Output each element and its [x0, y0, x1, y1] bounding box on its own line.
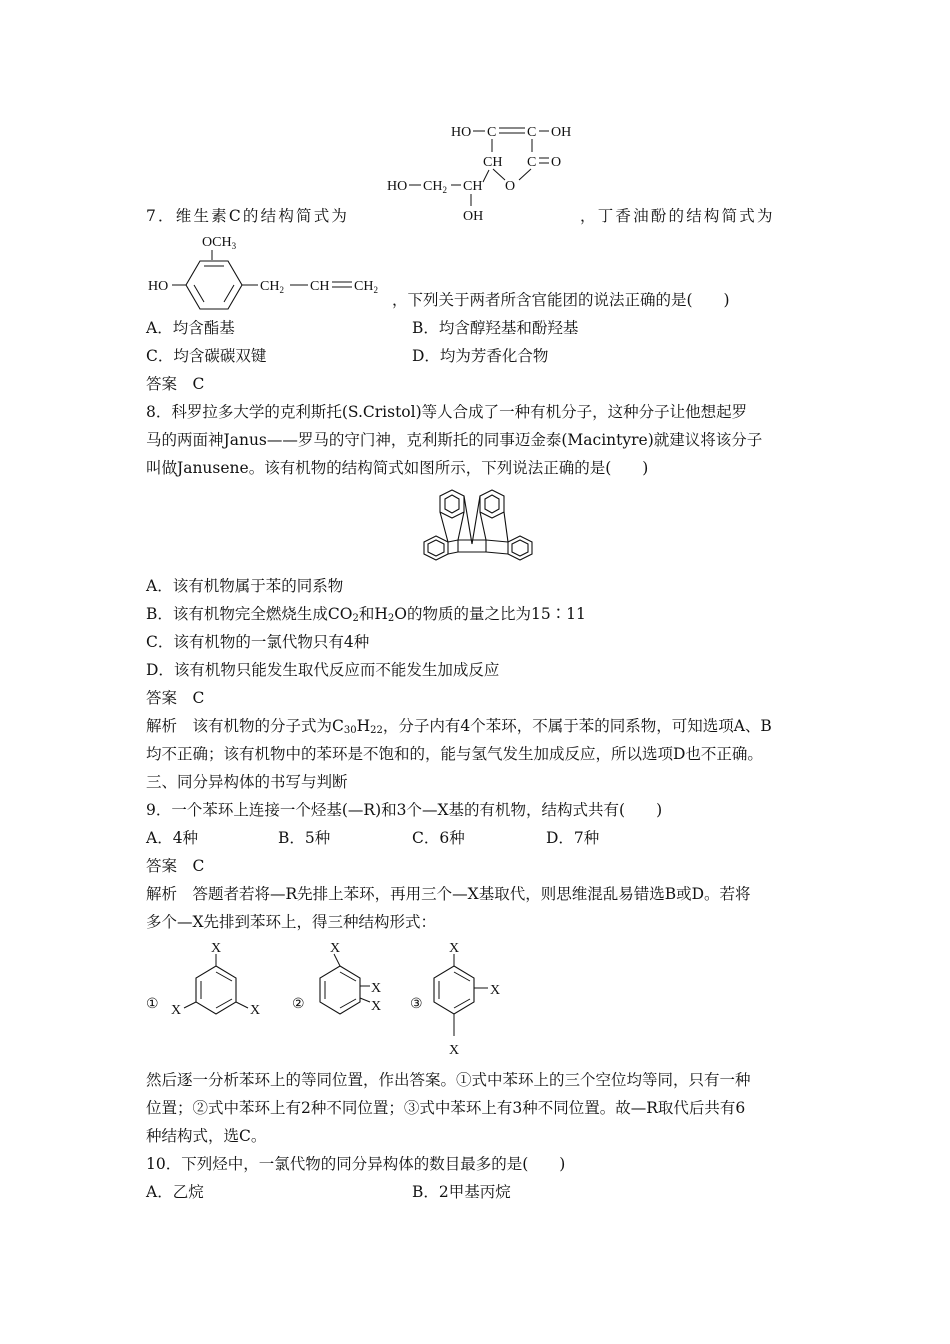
q8-option-c: C．该有机物的一氯代物只有4种 [146, 633, 370, 651]
section-heading: 三、同分异构体的书写与判断 [146, 773, 348, 791]
svg-text:HO: HO [148, 279, 169, 294]
janusene-structure [414, 484, 544, 566]
vitamin-c-structure [385, 116, 585, 226]
q9-explanation-line1: 解析 答题者若将—R先排上苯环，再用三个—X基取代，则思维混乱易错选B或D。若将 [146, 885, 751, 903]
q8-stem-line2: 马的两面神Janus——罗马的守门神，克利斯托的同事迈金泰(Macintyre)就建议将该分子 [146, 431, 763, 449]
svg-text:X: X [250, 1003, 261, 1018]
svg-text:CH2: $CH_2$ [423, 179, 447, 195]
q9-answer: 答案 C [146, 857, 205, 875]
svg-text:CH2: $CH_2$ [260, 279, 284, 295]
svg-text:CH2: $CH_2$ [354, 279, 378, 295]
q7-stem-mid: ，丁香油酚的结构简式为 [580, 207, 775, 225]
q7-option-d: D．均为芳香化合物 [412, 347, 549, 365]
svg-text:X: X [449, 941, 460, 956]
q9-option-b: B．5种 [278, 829, 331, 847]
q7-stem-prefix: 7．维生素C的结构简式为 [146, 207, 350, 225]
svg-text:HO: HO [387, 179, 408, 194]
q9-stem: 9．一个苯环上连接一个烃基(—R)和3个—X基的有机物，结构式共有( ) [146, 801, 663, 819]
isomer-structures [144, 936, 524, 1066]
svg-text:CH: CH [310, 279, 330, 294]
q7-stem-suffix: ，下列关于两者所含官能团的说法正确的是( ) [392, 291, 730, 309]
svg-text:X: X [490, 983, 501, 998]
q7-answer: 答案 C [146, 375, 205, 393]
svg-text:X: X [211, 941, 222, 956]
svg-text:③: ③ [410, 997, 423, 1012]
svg-text:X: X [371, 981, 382, 996]
q9-analysis-line2: 位置；②式中苯环上有2种不同位置；③式中苯环上有3种不同位置。故—R取代后共有6 [146, 1099, 746, 1117]
q9-option-c: C．6种 [412, 829, 465, 847]
q9-analysis-line3: 种结构式，选C。 [146, 1127, 267, 1145]
svg-text:C: C [527, 155, 537, 170]
q8-option-d: D．该有机物只能发生取代反应而不能发生加成反应 [146, 661, 500, 679]
svg-text:OH: OH [463, 209, 484, 224]
svg-text:X: X [330, 941, 341, 956]
svg-text:X: X [171, 1003, 182, 1018]
svg-text:CH: CH [483, 155, 503, 170]
q10-stem: 10．下列烃中，一氯代物的同分异构体的数目最多的是( ) [146, 1155, 566, 1173]
q8-answer: 答案 C [146, 689, 205, 707]
svg-text:①: ① [146, 997, 159, 1012]
q8-explanation-line1: 解析 该有机物的分子式为$C_{30}H_{22}$，分子内有4个苯环，不属于苯的同系物，可知选项A、B [146, 717, 772, 736]
q8-stem-line3: 叫做Janusene。该有机物的结构简式如图所示，下列说法正确的是( ) [146, 459, 649, 477]
q7-option-b: B．均含醇羟基和酚羟基 [412, 319, 579, 337]
q9-option-d: D．7种 [546, 829, 600, 847]
svg-text:X: X [449, 1043, 460, 1058]
eugenol-structure [146, 232, 396, 302]
q7-option-c: C．均含碳碳双键 [146, 347, 267, 365]
svg-text:OH: OH [551, 125, 572, 140]
q10-option-a: A．乙烷 [146, 1183, 204, 1201]
q10-option-b: B．2甲基丙烷 [412, 1183, 511, 1201]
svg-text:HO: HO [451, 125, 472, 140]
q8-explanation-line2: 均不正确；该有机物中的苯环是不饱和的，能与氢气发生加成反应，所以选项D也不正确。 [146, 745, 763, 763]
svg-text:C: C [527, 125, 537, 140]
q9-analysis-line1: 然后逐一分析苯环上的等同位置，作出答案。①式中苯环上的三个空位均等同，只有一种 [146, 1071, 751, 1089]
svg-text:CH: CH [463, 179, 483, 194]
q9-explanation-line2: 多个—X先排到苯环上，得三种结构形式： [146, 913, 437, 931]
svg-text:②: ② [292, 997, 305, 1012]
q9-option-a: A．4种 [146, 829, 199, 847]
q8-stem-line1: 8．科罗拉多大学的克利斯托(S.Cristol)等人合成了一种有机分子，这种分子让他想起罗 [146, 403, 748, 421]
svg-text:O: O [505, 179, 516, 194]
q8-option-a: A．该有机物属于苯的同系物 [146, 577, 344, 595]
q8-option-b: B．该有机物完全燃烧生成$CO_2$和$H_2O$的物质的量之比为15∶11 [146, 605, 586, 624]
svg-text:O: O [551, 155, 562, 170]
svg-text:X: X [371, 999, 382, 1014]
svg-text:C: C [487, 125, 497, 140]
svg-text:OCH3: $OCH_3$ [202, 235, 237, 251]
q7-option-a: A．均含酯基 [146, 319, 235, 337]
